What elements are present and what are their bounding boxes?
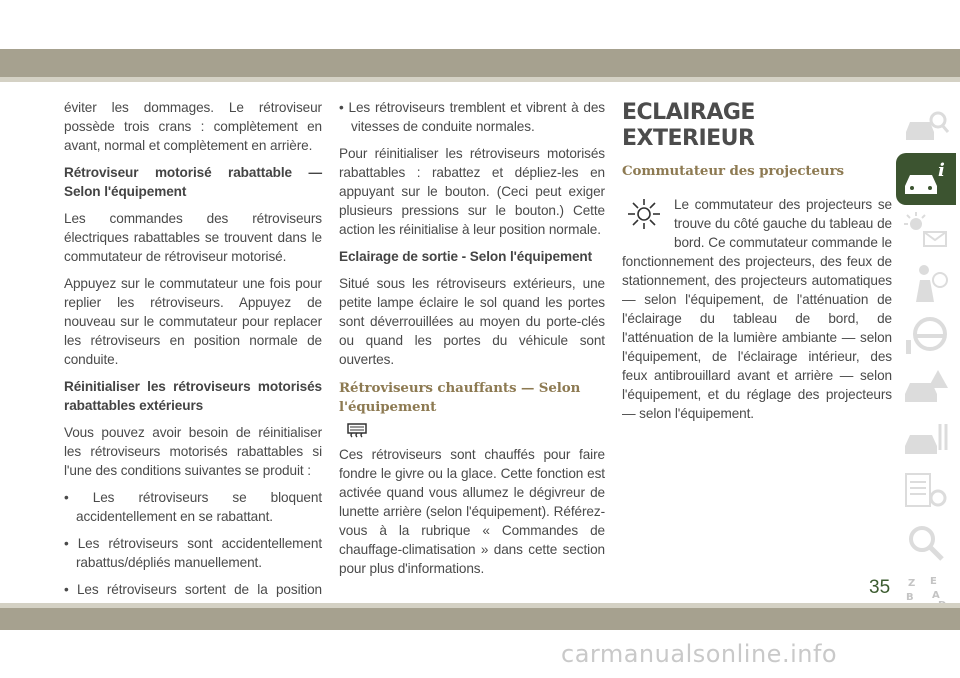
page-number: 35 — [869, 577, 891, 598]
tab-specifications[interactable] — [896, 465, 956, 517]
heading-exit-lighting: Eclairage de sortie - Selon l'équipement — [339, 249, 593, 264]
subheading-heated-mirrors: Rétroviseurs chauffants — Selon l'équipement — [339, 380, 581, 415]
bullet-item: • Les rétroviseurs tremblent et vibrent à des vitesses de conduite normales. — [339, 100, 605, 134]
car-tools-icon — [902, 418, 950, 460]
airbag-person-icon — [902, 262, 950, 304]
top-band — [0, 49, 960, 77]
index-letter: Z — [908, 578, 916, 589]
car-info-icon — [902, 158, 950, 200]
tab-warning-lights[interactable] — [896, 205, 956, 257]
column-2 — [339, 98, 605, 586]
heading-reset-mirrors: Réinitialiser les rétroviseurs motorisés rabattables extérieurs — [64, 379, 322, 413]
paragraph: éviter les dommages. Le rétroviseur possède trois crans : complètement en avant, normal et complètement en arrière. — [64, 100, 322, 153]
bullet-item: • Les rétroviseurs se bloquent accidentellement en se rabattant. — [64, 490, 322, 524]
tab-safety[interactable] — [896, 257, 956, 309]
tab-maintenance[interactable] — [896, 413, 956, 465]
paragraph: Les commandes des rétroviseurs électriques rabattables se trouvent dans le commutateur de rétroviseur motorisé. — [64, 211, 322, 264]
bottom-band — [0, 608, 960, 630]
paragraph: Appuyez sur le commutateur une fois pour replier les rétroviseurs. Appuyez de nouveau sur le commutateur pour replacer les rétroviseurs en position normale de conduite. — [64, 276, 322, 367]
index-letter: A — [932, 590, 940, 601]
subheading-headlight-switch: Commutateur des projecteurs — [622, 163, 844, 179]
section-title: ECLAIRAGE EXTERIEUR — [622, 100, 755, 151]
heading-folding-mirror: Rétroviseur motorisé rabattable — Selon l'équipement — [64, 165, 322, 199]
list-gears-icon — [902, 470, 950, 512]
bullet-item: • Les rétroviseurs sortent de la position — [64, 582, 322, 597]
tab-car-info[interactable] — [896, 153, 956, 205]
tab-customer-assistance[interactable] — [896, 517, 956, 569]
index-letter: E — [930, 576, 937, 587]
tab-emergency[interactable] — [896, 361, 956, 413]
svg-text:i: i — [938, 160, 945, 181]
headlight-icon — [624, 197, 664, 231]
watermark: carmanualsonline.info — [561, 640, 838, 668]
tab-starting-operating[interactable] — [896, 309, 956, 361]
car-warning-icon — [902, 366, 950, 408]
column-3 — [622, 98, 892, 431]
paragraph: Le commutateur des projecteurs se trouve du côté gauche du tableau de bord. Ce commutateur commande le fonctionnement des projecteurs, des feux de stationnement, des projecteurs automatiques — selon l'équipement, de l'atténuation de l'éclairage du tableau de bord, de l'atténuation de la lumière ambiante — selon l'équipement, de l'éclairage intérieur, des feux antibrouillard avant et arrière — selon l'équipement, et du réglage des projecteurs — selon l'équipement. — [622, 197, 892, 421]
tab-car-inspection[interactable] — [896, 101, 956, 153]
column-1 — [64, 98, 322, 626]
bullet-item: • Les rétroviseurs sont accidentellement rabattus/dépliés manuellement. — [64, 536, 322, 570]
warning-lights-icon — [902, 210, 950, 252]
car-magnifier-icon — [902, 106, 950, 148]
paragraph: Vous pouvez avoir besoin de réinitialiser les rétroviseurs motorisés rabattables si l'une des conditions suivantes se produit : — [64, 425, 322, 478]
paragraph: Pour réinitialiser les rétroviseurs motorisés rabattables : rabattez et dépliez-les en appuyant sur le bouton. (Ceci peut exiger plusieurs pressions sur le bouton.) Cette action les réinitialise à leur position normale. — [339, 146, 605, 237]
steering-wheel-icon — [902, 314, 950, 356]
index-letter: B — [906, 592, 914, 603]
magnifier-icon — [902, 522, 950, 564]
rear-defroster-icon — [347, 423, 367, 439]
paragraph: Situé sous les rétroviseurs extérieurs, une petite lampe éclaire le sol quand les portes sont déverrouillées au moyen du porte-clés ou quand les portes du véhicule sont ouvertes. — [339, 276, 605, 367]
paragraph: Ces rétroviseurs sont chauffés pour faire fondre le givre ou la glace. Cette fonction est activée quand vous allumez le dégivreur de lunette arrière (selon l'équipement). Référez-vous à la rubrique « Commandes de chauffage-climatisation » dans cette section pour plus d'informations. — [339, 447, 605, 576]
chapter-sidebar — [896, 101, 958, 621]
